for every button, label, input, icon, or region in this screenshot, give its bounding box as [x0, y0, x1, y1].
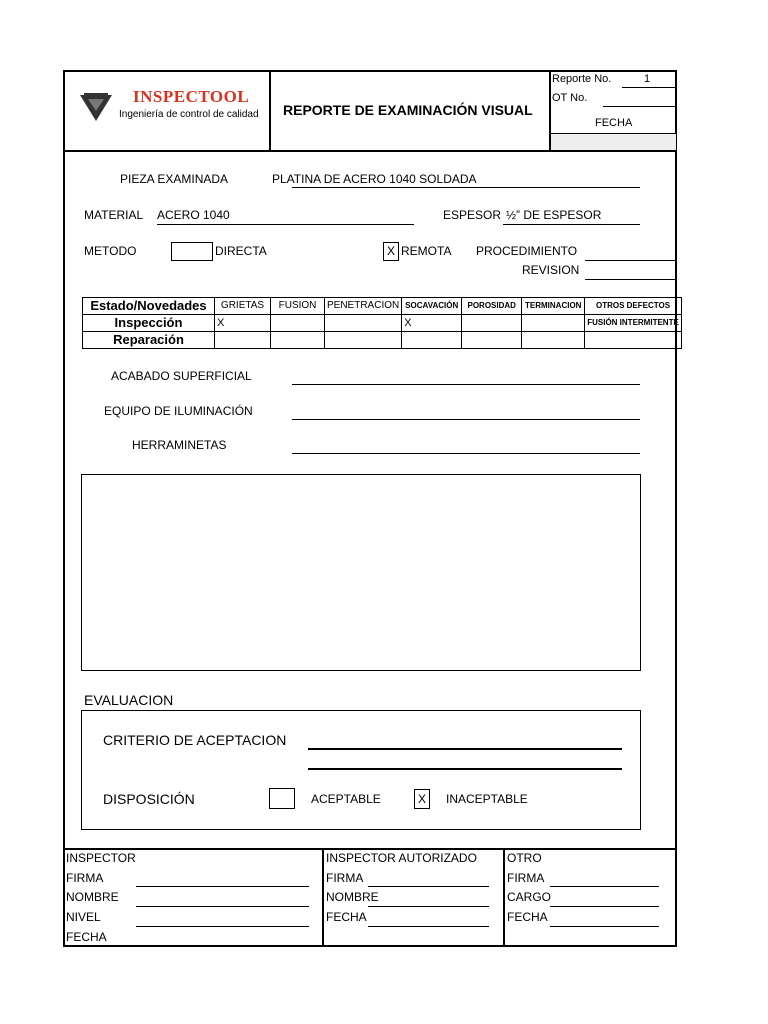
- autorizado-title: INSPECTOR AUTORIZADO: [326, 851, 477, 865]
- pieza-value[interactable]: PLATINA DE ACERO 1040 SOLDADA: [272, 172, 477, 186]
- table-cell[interactable]: [585, 332, 682, 349]
- espesor-value[interactable]: ½” DE ESPESOR: [506, 208, 602, 222]
- header-bottom-rule: [63, 150, 677, 152]
- row-label: Inspección: [83, 315, 215, 332]
- revision-label: REVISION: [522, 263, 580, 277]
- herramientas-label: HERRAMINETAS: [132, 438, 227, 452]
- table-row: [83, 332, 682, 349]
- table-row: [83, 315, 682, 332]
- remota-label: REMOTA: [401, 244, 452, 258]
- row-label: Reparación: [83, 332, 215, 349]
- revision-rule: [585, 279, 675, 280]
- table-cell[interactable]: FUSIÓN INTERMITENTE: [585, 315, 682, 332]
- page-title: REPORTE DE EXAMINACIÓN VISUAL: [283, 102, 533, 118]
- otro-firma-label: FIRMA: [507, 871, 545, 885]
- otro-cargo-label: CARGO: [507, 890, 552, 904]
- autorizado-nombre-line[interactable]: [368, 906, 489, 907]
- table-header: TERMINACION: [522, 298, 585, 315]
- table-cell[interactable]: X: [402, 315, 462, 332]
- inspector-fecha-label: FECHA: [66, 930, 107, 944]
- remota-checkbox[interactable]: X: [383, 242, 399, 261]
- reporte-rule: [622, 87, 675, 88]
- directa-checkbox[interactable]: [171, 242, 213, 261]
- table-cell[interactable]: [522, 332, 585, 349]
- equipo-input-line[interactable]: [292, 419, 640, 420]
- table-cell[interactable]: [271, 332, 325, 349]
- observations-box[interactable]: [81, 474, 641, 671]
- reporte-value[interactable]: 1: [644, 73, 651, 85]
- espesor-rule: [503, 224, 640, 225]
- evaluation-title: EVALUACION: [84, 692, 174, 708]
- autorizado-fecha-label: FECHA: [326, 910, 367, 924]
- table-header: GRIETAS: [215, 298, 271, 315]
- table-cell[interactable]: [402, 332, 462, 349]
- table-cell[interactable]: [462, 332, 522, 349]
- autorizado-nombre-label: NOMBRE: [326, 890, 379, 904]
- table-header: Estado/Novedades: [83, 298, 215, 315]
- inaceptable-checkbox[interactable]: X: [414, 789, 430, 809]
- reporte-label: Reporte No.: [552, 73, 612, 85]
- logo-tagline: Ingeniería de control de calidad: [119, 109, 259, 120]
- equipo-label: EQUIPO DE ILUMINACIÓN: [104, 404, 253, 418]
- otro-firma-line[interactable]: [550, 886, 659, 887]
- fecha-header-label: FECHA: [595, 117, 633, 129]
- pieza-rule: [292, 187, 640, 188]
- aceptable-label: ACEPTABLE: [311, 792, 381, 806]
- inspector-firma-label: FIRMA: [66, 871, 104, 885]
- aceptable-checkbox[interactable]: [269, 788, 295, 809]
- header-divider-left: [269, 70, 271, 151]
- autorizado-firma-line[interactable]: [368, 886, 489, 887]
- table-header: FUSION: [271, 298, 325, 315]
- criterio-label: CRITERIO DE ACEPTACION: [103, 732, 287, 748]
- table-header-row: [83, 298, 682, 315]
- procedimiento-label: PROCEDIMIENTO: [476, 244, 578, 258]
- acabado-input-line[interactable]: [292, 384, 640, 385]
- table-header: OTROS DEFECTOS: [585, 298, 682, 315]
- inspector-nombre-label: NOMBRE: [66, 890, 119, 904]
- pieza-label: PIEZA EXAMINADA: [120, 172, 229, 186]
- otro-cargo-line[interactable]: [550, 906, 659, 907]
- signatures-top-rule: [63, 848, 677, 850]
- herramientas-input-line[interactable]: [292, 453, 640, 454]
- inspector-nivel-label: NIVEL: [66, 910, 101, 924]
- table-cell[interactable]: [462, 315, 522, 332]
- logo-name: INSPECTOOL: [133, 87, 250, 106]
- otro-title: OTRO: [507, 851, 542, 865]
- metodo-label: METODO: [84, 244, 137, 258]
- inspector-title: INSPECTOR: [66, 851, 136, 865]
- ot-label: OT No.: [552, 92, 588, 104]
- table-cell[interactable]: [271, 315, 325, 332]
- signatures-divider-1: [322, 848, 324, 947]
- signatures-divider-2: [503, 848, 505, 947]
- material-label: MATERIAL: [84, 208, 144, 222]
- otro-fecha-label: FECHA: [507, 910, 548, 924]
- inspector-nivel-line[interactable]: [136, 926, 309, 927]
- autorizado-fecha-line[interactable]: [368, 926, 489, 927]
- table-header: SOCAVACIÓN: [402, 298, 462, 315]
- autorizado-firma-label: FIRMA: [326, 871, 364, 885]
- inspector-firma-line[interactable]: [136, 886, 309, 887]
- material-rule: [157, 224, 414, 225]
- table-cell[interactable]: [215, 332, 271, 349]
- table-cell[interactable]: [325, 332, 402, 349]
- logo-mark: [80, 93, 112, 128]
- directa-label: DIRECTA: [215, 244, 267, 258]
- inspector-nombre-line[interactable]: [136, 906, 309, 907]
- table-cell[interactable]: [325, 315, 402, 332]
- otro-fecha-line[interactable]: [550, 926, 659, 927]
- disposicion-label: DISPOSICIÓN: [103, 791, 195, 807]
- inaceptable-label: INACEPTABLE: [446, 792, 528, 806]
- header-fecha-cell: [551, 134, 676, 150]
- criterio-input-line-2[interactable]: [308, 768, 622, 770]
- procedimiento-rule: [585, 260, 675, 261]
- table-cell[interactable]: X: [215, 315, 271, 332]
- criterio-input-line-1[interactable]: [308, 748, 622, 750]
- acabado-label: ACABADO SUPERFICIAL: [111, 369, 252, 383]
- ot-rule: [603, 106, 675, 107]
- evaluation-box: [81, 710, 641, 830]
- defects-table: [82, 297, 682, 349]
- espesor-label: ESPESOR: [443, 208, 502, 222]
- table-header: PENETRACION: [325, 298, 402, 315]
- material-value[interactable]: ACERO 1040: [157, 208, 230, 222]
- table-cell[interactable]: [522, 315, 585, 332]
- table-header: POROSIDAD: [462, 298, 522, 315]
